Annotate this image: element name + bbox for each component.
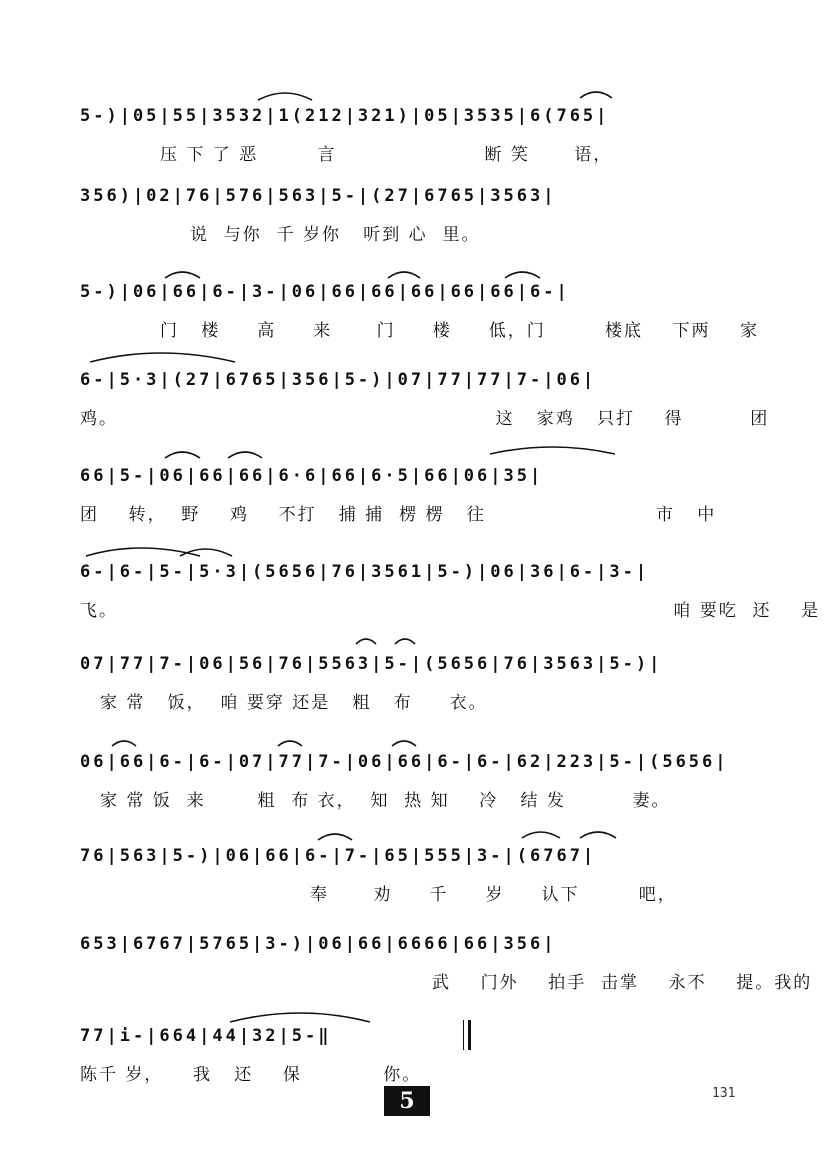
slur-arc [580, 92, 612, 98]
slur-arc [580, 832, 616, 838]
slur-arc [388, 272, 420, 278]
slur-arc [395, 639, 415, 644]
slur-arc [180, 549, 232, 556]
corner-page-number: 131 [712, 1086, 736, 1101]
lyrics-line: 家 常 饭 来 粗 布 衣， 知 热 知 冷 结 发 妻。 [100, 791, 671, 811]
lyrics-line: 武 门外 拍手 击掌 永不 提。我的 [432, 973, 813, 993]
notation-line: 66|5-|06|66|66|6·6|66|6·5|66|06|35| [80, 466, 544, 486]
notation-line: 356)|02|76|576|563|5-|(27|6765|3563| [80, 186, 557, 206]
notation-line: 07|77|7-|06|56|76|5563|5-|(5656|76|3563|5-)| [80, 654, 663, 674]
slur-arc [258, 93, 312, 100]
slur-arc [228, 452, 262, 458]
notation-line: 653|6767|5765|3-)|06|66|6666|66|356| [80, 934, 557, 954]
lyrics-line: 陈千 岁， 我 还 保 你。 [80, 1065, 422, 1085]
slur-arc [165, 452, 200, 458]
notation-line: 6-|5·3|(27|6765|356|5-)|07|77|77|7-|06| [80, 370, 597, 390]
slur-arc [318, 834, 352, 840]
notation-line: 06|66|6-|6-|07|77|7-|06|66|6-|6-|62|223|5-|(5656| [80, 752, 729, 772]
notation-line: 5-)|05|55|3532|1(212|321)|05|3535|6(765| [80, 106, 610, 126]
slur-arc [392, 741, 416, 746]
slur-arc [165, 272, 200, 278]
slur-arc [490, 447, 615, 454]
slur-arc [112, 741, 136, 746]
lyrics-line: 奉 劝 千 岁 认下 吧， [310, 885, 677, 905]
lyrics-line: 鸡。 这 家鸡 只打 得 团 [80, 409, 770, 429]
notation-line: 76|563|5-)|06|66|6-|7-|65|555|3-|(6767| [80, 846, 597, 866]
notation-line: 6-|6-|5-|5·3|(5656|76|3561|5-)|06|36|6-|3-| [80, 562, 650, 582]
lyrics-line: 飞。 咱 要吃 还 是 [80, 601, 821, 621]
final-barline-thin [463, 1020, 464, 1050]
slur-arc [522, 832, 560, 838]
notation-line: 77|i-|664|44|32|5-‖ [80, 1026, 332, 1046]
lyrics-line: 说 与你 千 岁你 听到 心 里。 [190, 225, 481, 245]
lyrics-line: 压 下 了 恶 言 断 笑 语， [160, 145, 613, 165]
slur-arc [505, 272, 540, 278]
lyrics-line: 门 楼 高 来 门 楼 低，门 楼底 下两 家 [160, 321, 760, 341]
page-number: 5 [384, 1086, 430, 1116]
slur-arc [230, 1013, 370, 1022]
lyrics-line: 团 转， 野 鸡 不打 捕 捕 楞 楞 往 市 中 [80, 505, 717, 525]
slur-arc [90, 353, 235, 362]
slur-arc [278, 741, 302, 746]
notation-line: 5-)|06|66|6-|3-|06|66|66|66|66|66|6-| [80, 282, 570, 302]
slur-arc [356, 639, 376, 644]
final-barline-thick [468, 1020, 471, 1050]
lyrics-line: 家 常 饭， 咱 要穿 还是 粗 布 衣。 [100, 693, 488, 713]
